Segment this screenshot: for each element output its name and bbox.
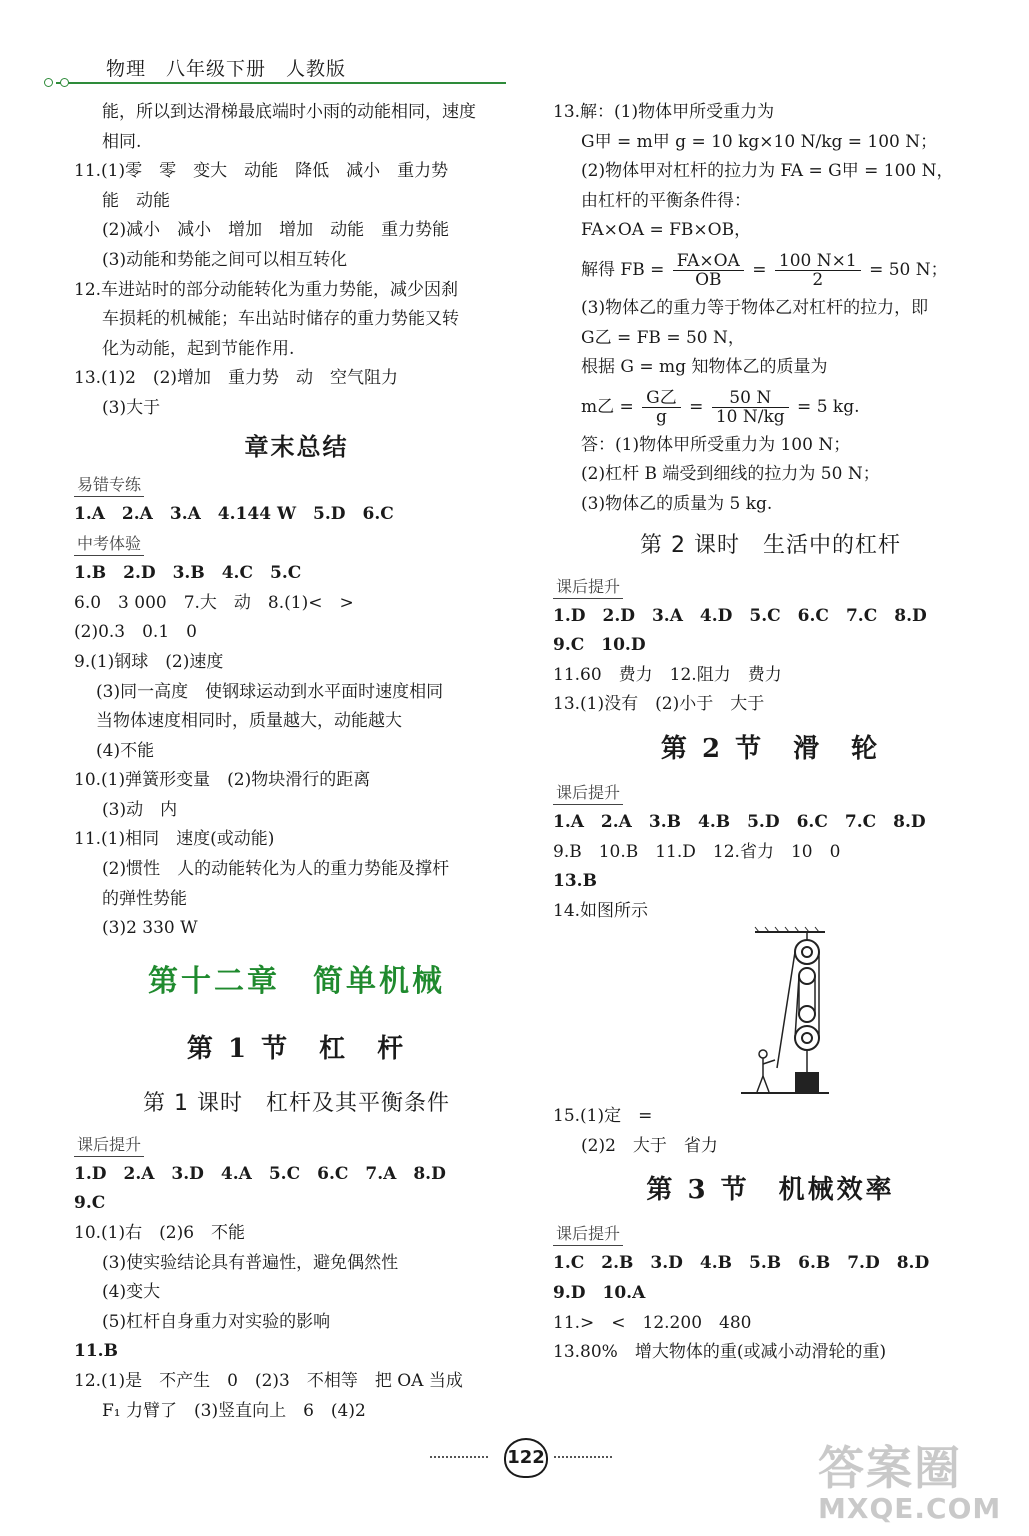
pulley-system-icon [733, 926, 833, 1102]
answer-line: 13.解：(1)物体甲所受重力为 [553, 102, 775, 122]
answer-line: (2)惯性 人的动能转化为人的重力势能及撑杆 [102, 859, 450, 880]
answer-line: (4)变大 [102, 1282, 161, 1303]
answer-line: 11.60 费力 12.阻力 费力 [553, 664, 782, 685]
subsection-tag-label: 易错专练 [74, 474, 144, 497]
fraction-numerator: 50 N [712, 389, 789, 408]
answer-line: 9.C 10.D [553, 635, 646, 656]
answer-line: 化为动能，起到节能作用. [102, 338, 295, 359]
answer-line: 11.> < 12.200 480 [553, 1312, 752, 1333]
section-title: 章末总结 [244, 432, 349, 461]
fraction [712, 389, 789, 426]
formula-pre: 解得 FB = [581, 259, 670, 280]
watermark-logo [818, 1432, 1018, 1532]
left-column [74, 98, 519, 1426]
chapter-title: 第十二章 简单机械 [148, 963, 445, 999]
section-heading: 第 1 节 杠 杆 [186, 1033, 407, 1064]
footer-dots [430, 1456, 488, 1458]
page-number: 122 [504, 1438, 548, 1478]
subsection-tag [553, 778, 988, 808]
page-footer [430, 1438, 620, 1478]
answer-line: 能，所以到达滑梯最底端时小雨的动能相同，速度 [102, 102, 476, 122]
header-rule [56, 82, 506, 84]
answer-line: F₁ 力臂了 (3)竖直向上 6 (4)2 [102, 1400, 366, 1421]
fraction-numerator: FA×OA [673, 252, 744, 271]
answer-line: (3)动 内 [102, 799, 178, 820]
watermark-logo-text: 答案圈 [818, 1441, 962, 1495]
answer-line: 13.(1)2 (2)增加 重力势 动 空气阻力 [74, 368, 399, 389]
answer-line: (3)物体乙的重力等于物体乙对杠杆的拉力，即 [581, 297, 929, 318]
answer-line: 能 动能 [102, 190, 170, 211]
answer-line: (5)杠杆自身重力对实验的影响 [102, 1311, 331, 1332]
answer-line: 10.(1)右 (2)6 不能 [74, 1223, 246, 1244]
subsection-tag [74, 529, 519, 559]
footer-dots [554, 1456, 612, 1458]
answer-line: 10.(1)弹簧形变量 (2)物块滑行的距离 [74, 770, 371, 791]
formula-post: = 5 kg. [791, 396, 860, 417]
lesson-heading: 第 1 课时 杠杆及其平衡条件 [143, 1090, 450, 1116]
answer-line: (3)使实验结论具有普遍性，避免偶然性 [102, 1252, 399, 1273]
subsection-tag-label: 课后提升 [553, 1223, 623, 1246]
answer-line: 6.0 3 000 7.大 动 8.(1)< > [74, 592, 354, 613]
answer-line: (3)大于 [102, 397, 161, 418]
answer-line: 1.D 2.D 3.A 4.D 5.C 6.C 7.C 8.D [553, 605, 927, 626]
formula-mid: = [683, 396, 709, 417]
answer-line: 1.A 2.A 3.B 4.B 5.D 6.C 7.C 8.D [553, 811, 926, 832]
answer-line: (2)0.3 0.1 0 [74, 622, 197, 643]
answer-line: G甲 = m甲 g = 10 kg×10 N/kg = 100 N； [581, 131, 938, 152]
pulley-diagram [553, 926, 988, 1102]
answer-line: 车损耗的机械能；车出站时储存的重力势能又转 [102, 309, 459, 330]
formula-mid: = [746, 259, 772, 280]
answer-line: 12.车进站时的部分动能转化为重力势能，减少因刹 [74, 279, 459, 300]
answer-line: (3)物体乙的质量为 5 kg. [581, 493, 773, 514]
answer-line: 根据 G = mg 知物体乙的质量为 [581, 357, 828, 378]
section-heading: 第 2 节 滑 轮 [660, 733, 881, 764]
answer-line: FA×OA = FB×OB， [581, 220, 752, 241]
lesson-heading: 第 2 课时 生活中的杠杆 [640, 532, 901, 558]
answer-line: 11.(1)相同 速度(或动能) [74, 829, 275, 850]
answer-line: 15.(1)定 = [553, 1106, 653, 1127]
answer-line: 12.(1)是 不产生 0 (2)3 不相等 把 OA 当成 [74, 1371, 463, 1391]
section-heading: 第 3 节 机械效率 [646, 1175, 895, 1206]
fraction-numerator: G乙 [642, 389, 681, 408]
answer-line: 9.C [74, 1193, 106, 1214]
subsection-tag-label: 中考体验 [74, 533, 144, 556]
formula-post: = 50 N； [863, 259, 948, 280]
fraction-denominator: g [656, 406, 667, 427]
answer-line: (4)不能 [96, 740, 155, 761]
subsection-tag [74, 1130, 519, 1160]
answer-line: 13.80% 增大物体的重(或减小动滑轮的重) [553, 1342, 887, 1363]
formula-line [553, 383, 988, 431]
fraction-denominator: 2 [812, 269, 824, 290]
fraction-numerator: 100 N×1 [775, 252, 861, 271]
answer-line: G乙 = FB = 50 N， [581, 327, 745, 348]
answer-line: 1.A 2.A 3.A 4.144 W 5.D 6.C [74, 503, 394, 524]
answer-line: 11.(1)零 零 变大 动能 降低 减小 重力势 [74, 161, 449, 182]
fraction-denominator: OB [695, 269, 722, 290]
answer-line: 13.(1)没有 (2)小于 大于 [553, 694, 765, 715]
fraction [775, 252, 861, 289]
answer-line: 答：(1)物体甲所受重力为 100 N； [581, 434, 851, 455]
formula-line [553, 246, 988, 294]
answer-line: (2)减小 减小 增加 增加 动能 重力势能 [102, 220, 450, 241]
answer-line: (2)杠杆 B 端受到细线的拉力为 50 N； [581, 464, 880, 485]
right-column [553, 98, 988, 1368]
answer-line: 1.D 2.A 3.D 4.A 5.C 6.C 7.A 8.D [74, 1163, 446, 1184]
watermark-url: MXQE.COM [818, 1492, 1002, 1525]
subsection-tag [74, 470, 519, 500]
subsection-tag-label: 课后提升 [553, 576, 623, 599]
answer-line: 14.如图所示 [553, 900, 649, 921]
answer-line: 9.D 10.A [553, 1283, 646, 1304]
fraction-denominator: 10 N/kg [715, 406, 785, 427]
answer-line: 9.B 10.B 11.D 12.省力 10 0 [553, 841, 841, 862]
header-dot-icon [60, 78, 69, 87]
subsection-tag-label: 课后提升 [553, 782, 623, 805]
header-dot-icon [44, 78, 53, 87]
answer-line: 11.B [74, 1341, 118, 1362]
answer-line: 9.(1)钢球 (2)速度 [74, 651, 224, 672]
answer-line: 1.B 2.D 3.B 4.C 5.C [74, 563, 302, 584]
answer-line: (2)物体甲对杠杆的拉力为 FA = G甲 = 100 N， [581, 161, 954, 182]
header-title: 物理 八年级下册 人教版 [106, 58, 347, 80]
answer-line: (3)2 330 W [102, 918, 198, 939]
subsection-tag [553, 1219, 988, 1249]
subsection-tag [553, 572, 988, 602]
page-header [44, 52, 514, 92]
answer-line: 13.B [553, 871, 597, 892]
answer-line: 的弹性势能 [102, 888, 187, 909]
answer-line: 1.C 2.B 3.D 4.B 5.B 6.B 7.D 8.D [553, 1253, 930, 1274]
formula-pre: m乙 = [581, 396, 640, 417]
answer-line: (2)2 大于 省力 [581, 1135, 718, 1156]
subsection-tag-label: 课后提升 [74, 1134, 144, 1157]
fraction [673, 252, 744, 289]
answer-line: (3)动能和势能之间可以相互转化 [102, 249, 348, 270]
answer-line: 相同. [102, 131, 142, 152]
answer-line: (3)同一高度 使钢球运动到水平面时速度相同 [96, 681, 444, 702]
answer-line: 由杠杆的平衡条件得： [581, 190, 751, 211]
answer-line: 当物体速度相同时，质量越大，动能越大 [96, 711, 402, 732]
fraction [642, 389, 681, 426]
